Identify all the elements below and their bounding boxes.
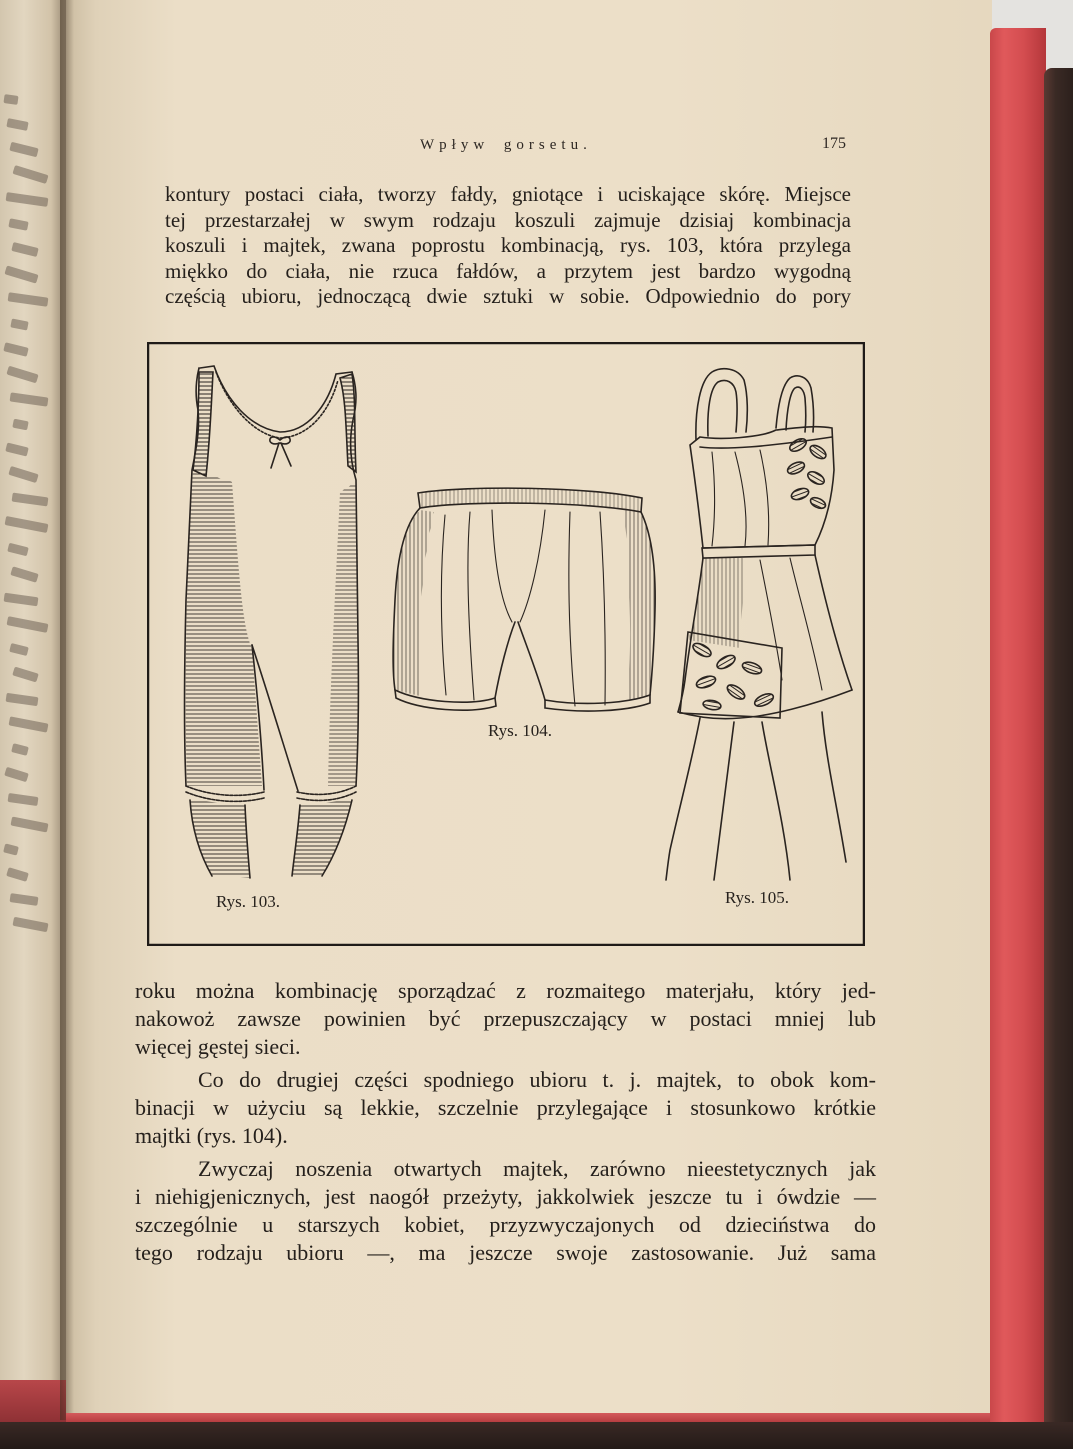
previous-page-text-fragment (8, 793, 39, 806)
book-cover-bottom (0, 1422, 1073, 1449)
right-strap (776, 376, 814, 432)
previous-page-text-fragment (5, 516, 49, 533)
leaf-icon (695, 674, 717, 690)
leaf-icon (741, 660, 763, 676)
previous-page-text-fragment (9, 142, 38, 158)
text-after-figure (135, 977, 876, 1267)
previous-page-text-fragment (10, 817, 48, 833)
leaf-icon (702, 699, 721, 711)
figure-caption-105: Rys. 105. (725, 888, 790, 907)
bloomers-left-inner (495, 622, 515, 698)
bodice-leaf-embroidery (786, 436, 829, 510)
panel-leaf-embroidery (691, 641, 775, 711)
combination-neckline (200, 366, 352, 432)
combination-bow (270, 437, 291, 468)
left-strap (696, 369, 747, 440)
previous-page-text-fragment (12, 917, 48, 933)
previous-page-text-fragment (10, 318, 28, 330)
left-leg-lines (666, 718, 734, 880)
leaf-icon (753, 691, 775, 709)
text-line: tej przestarzałej w swym rodzaju koszuli zajmuje dzisiaj kombinacja (165, 207, 851, 232)
figure-caption-103: Rys. 103. (216, 892, 281, 911)
text-line: miękko do ciała, nie rzuca fałdów, a przytem jest bardzo wygodną (165, 258, 851, 283)
text-line: szczególnie u starszych kobiet, przyzwyczajonych od dzieciństwa do (135, 1212, 876, 1237)
previous-page-text-fragment (12, 419, 28, 431)
previous-page-text-fragment (8, 716, 48, 732)
figure-caption-104: Rys. 104. (488, 721, 553, 740)
combination-garment-drawing (185, 366, 359, 878)
leaf-icon (790, 486, 810, 502)
previous-page-text-fragment (4, 767, 29, 782)
illustration-drawing (147, 342, 865, 946)
text-line: i niehigjenicznych, jest naogół przeżyty, jakkolwiek jeszcze tu i ówdzie — (135, 1184, 876, 1209)
bodice-folds (712, 450, 769, 546)
previous-page-text-fragment (3, 342, 28, 357)
previous-page-text-fragment (7, 543, 29, 557)
previous-page-text-fragment (6, 867, 29, 882)
previous-page-text-fragment (10, 893, 39, 906)
previous-page-text-fragment (10, 566, 38, 583)
previous-page-text-fragment (6, 693, 39, 706)
previous-page-text-fragment (5, 442, 29, 456)
previous-page-text-fragment (8, 218, 28, 230)
book-red-page-edges (990, 28, 1046, 1424)
bloomers-drawing (393, 488, 655, 711)
combination-right-strap-band (340, 374, 356, 472)
leaf-icon (788, 436, 809, 454)
previous-page-text-fragment (8, 466, 38, 483)
right-leg-hatching (292, 800, 352, 876)
previous-page-text-fragment (12, 667, 39, 683)
previous-page-text-fragment (8, 292, 49, 306)
text-line: majtki (rys. 104). (135, 1123, 288, 1148)
combination-right-hem (297, 786, 356, 800)
text-line: więcej gęstej sieci. (135, 1034, 301, 1059)
paragraph (135, 977, 876, 1061)
bloomers-left-hatching (393, 510, 434, 696)
previous-page-text-fragment (11, 242, 38, 257)
paragraph (135, 1066, 876, 1150)
skirt-right-edge (815, 555, 852, 690)
spine-shadow (60, 0, 74, 1420)
previous-page-text-fragment (12, 493, 49, 507)
leaf-icon (715, 653, 737, 672)
previous-page-text-fragment (11, 743, 29, 756)
previous-page-text-fragment (7, 616, 49, 633)
previous-page-text-fragment (6, 366, 38, 384)
previous-page-text-fragment (3, 94, 18, 105)
right-leg-lines (762, 712, 846, 880)
combination-right-hatching (328, 482, 358, 786)
text-line: koszuli i majtek, zwana poprostu kombinacją, rys. 103, która przylega (165, 233, 851, 257)
text-line: Co do drugiej części spodniego ubioru t. j. majtek, to obok kom- (198, 1067, 876, 1092)
bloomers-right-inner (518, 622, 545, 700)
leaf-icon (809, 496, 827, 511)
bloomers-waistband (418, 488, 642, 512)
paragraph (135, 1155, 876, 1267)
text-line: tego rodzaju ubioru —, ma jeszcze swoje zastosowanie. Już sama (135, 1240, 876, 1265)
page-number: 175 (822, 135, 846, 152)
left-leg-hatching (190, 800, 250, 878)
text-line: binacji w użyciu są lekkie, szczelnie przylegające i stosunkowo krótkie (135, 1095, 876, 1120)
running-head-title: Wpływ gorsetu. (420, 137, 592, 153)
text-line: nakowoż zawsze powinien być przepuszczający w postaci mniej lub (135, 1006, 876, 1031)
leaf-icon (806, 469, 827, 487)
combination-left-hem (186, 786, 264, 801)
previous-page-text-fragment (4, 593, 39, 607)
combination-left-hatching (186, 470, 262, 786)
leaf-icon (786, 460, 807, 477)
previous-page-text-fragment (10, 392, 49, 406)
previous-page-text-fragment (6, 192, 49, 207)
previous-page-text-fragment (12, 165, 48, 184)
leaf-icon (691, 641, 713, 660)
embroidered-combination-drawing (666, 369, 852, 880)
previous-page-text-fragment (9, 643, 29, 656)
previous-page-text-fragment (6, 118, 28, 131)
previous-page-text-fragment (3, 843, 19, 855)
combination-neckline-lace (216, 372, 338, 438)
text-line: kontury postaci ciała, tworzy fałdy, gniotące i uciskające skórę. Miejsce (165, 182, 851, 206)
skirt-folds (760, 558, 822, 690)
previous-page-red-edge (0, 1380, 68, 1424)
text-line: Zwyczaj noszenia otwartych majtek, zarówno nieestetycznych jak (198, 1156, 876, 1181)
illustration-figure (147, 342, 865, 946)
bloomers-fold-lines (441, 510, 605, 706)
waist-belt (702, 545, 815, 558)
book-cover-binding (1044, 68, 1073, 1449)
text-line: roku można kombinację sporządzać z rozmaitego materjału, który jed- (135, 978, 876, 1003)
previous-page-edge (0, 0, 68, 1386)
text-line: częścią ubioru, jednoczącą dwie sztuki w sobie. Odpowiednio do pory (165, 284, 851, 308)
paragraph-before-figure (165, 182, 851, 310)
previous-page-text-fragment (4, 265, 38, 283)
leaf-icon (808, 443, 828, 462)
leaf-icon (725, 682, 747, 702)
